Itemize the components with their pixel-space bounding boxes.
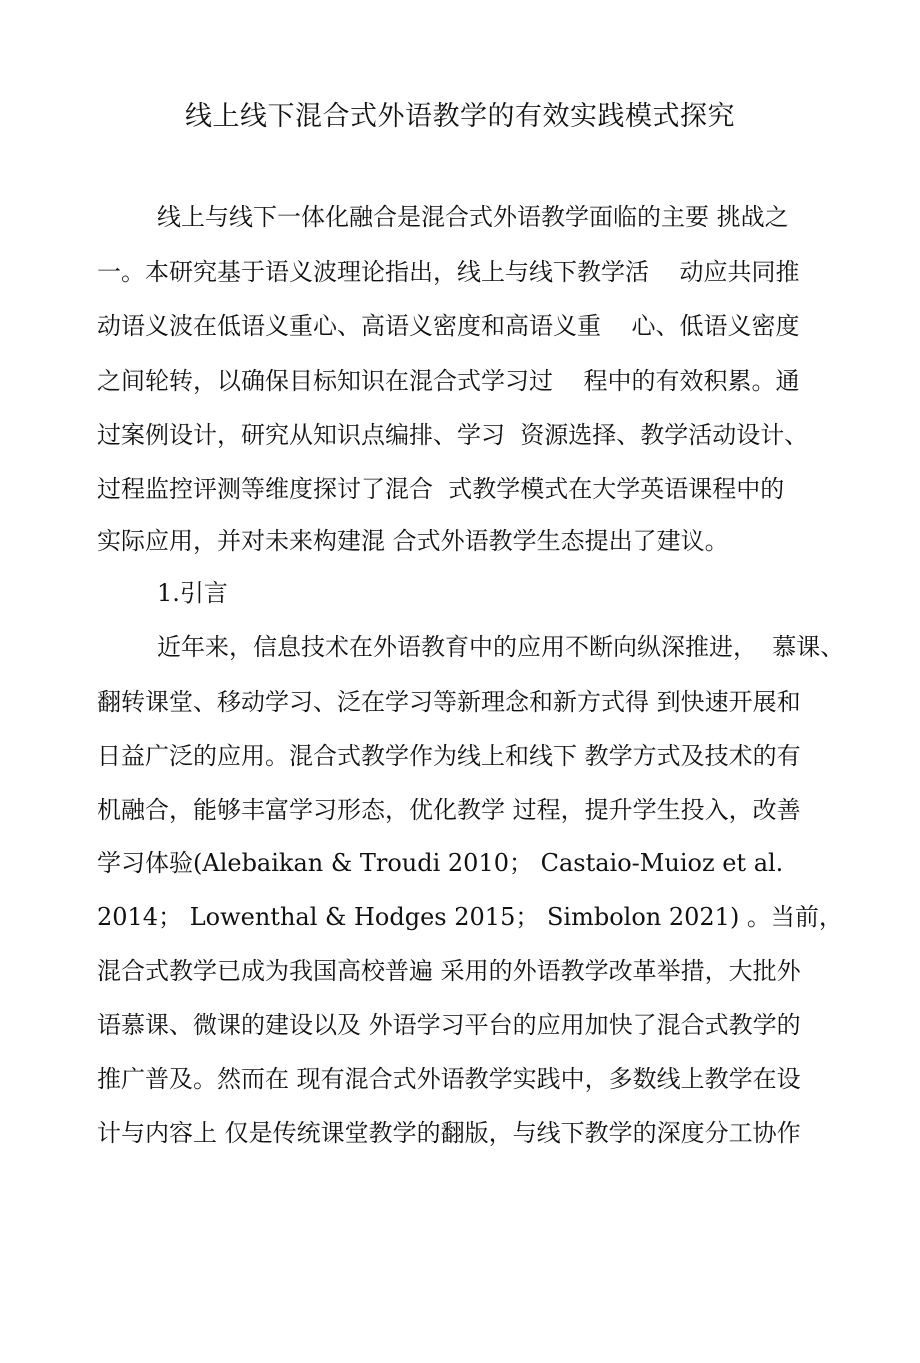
abstract-line: 之间轮转，以确保目标知识在混合式学习过 程中的有效积累。通 [97,367,800,395]
abstract-line: 动语义波在低语义重心、高语义密度和高语义重 心、低语义密度 [97,312,800,340]
body-line: 混合式教学已成为我国高校普遍 采用的外语教学改革举措，大批外 [97,957,801,985]
abstract-line: 线上与线下一体化融合是混合式外语教学面临的主要 挑战之 [157,203,789,231]
document-title: 线上线下混合式外语教学的有效实践模式探究 [185,101,735,132]
body-line: 近年来，信息技术在外语教育中的应用不断向纵深推进， 慕课、 [157,633,845,661]
body-line: 翻转课堂、移动学习、泛在学习等新理念和新方式得 到快速开展和 [97,688,801,716]
body-line: 语慕课、微课的建设以及 外语学习平台的应用加快了混合式教学的 [97,1011,801,1039]
abstract-line: 一。本研究基于语义波理论指出，线上与线下教学活 动应共同推 [97,258,800,286]
body-line: 学习体验(Alebaikan & Troudi 2010； Castaio-Muioz et al. [97,849,784,877]
body-line: 2014； Lowenthal & Hodges 2015； Simbolon 2021) 。当前， [97,903,843,931]
body-line: 机融合，能够丰富学习形态，优化教学 过程，提升学生投入，改善 [97,796,801,824]
body-line: 计与内容上 仅是传统课堂教学的翻版，与线下教学的深度分工协作 [97,1119,801,1147]
body-line: 推广普及。然而在 现有混合式外语教学实践中，多数线上教学在设 [97,1065,801,1093]
body-line: 日益广泛的应用。混合式教学作为线上和线下 教学方式及技术的有 [97,742,801,770]
abstract-line: 过案例设计，研究从知识点编排、学习 资源选择、教学活动设计、 [97,421,809,449]
abstract-line: 过程监控评测等维度探讨了混合 式教学模式在大学英语课程中的 [97,475,785,503]
abstract-line: 实际应用，并对未来构建混 合式外语教学生态提出了建议。 [97,527,729,555]
section-heading: 1.引言 [157,579,228,607]
